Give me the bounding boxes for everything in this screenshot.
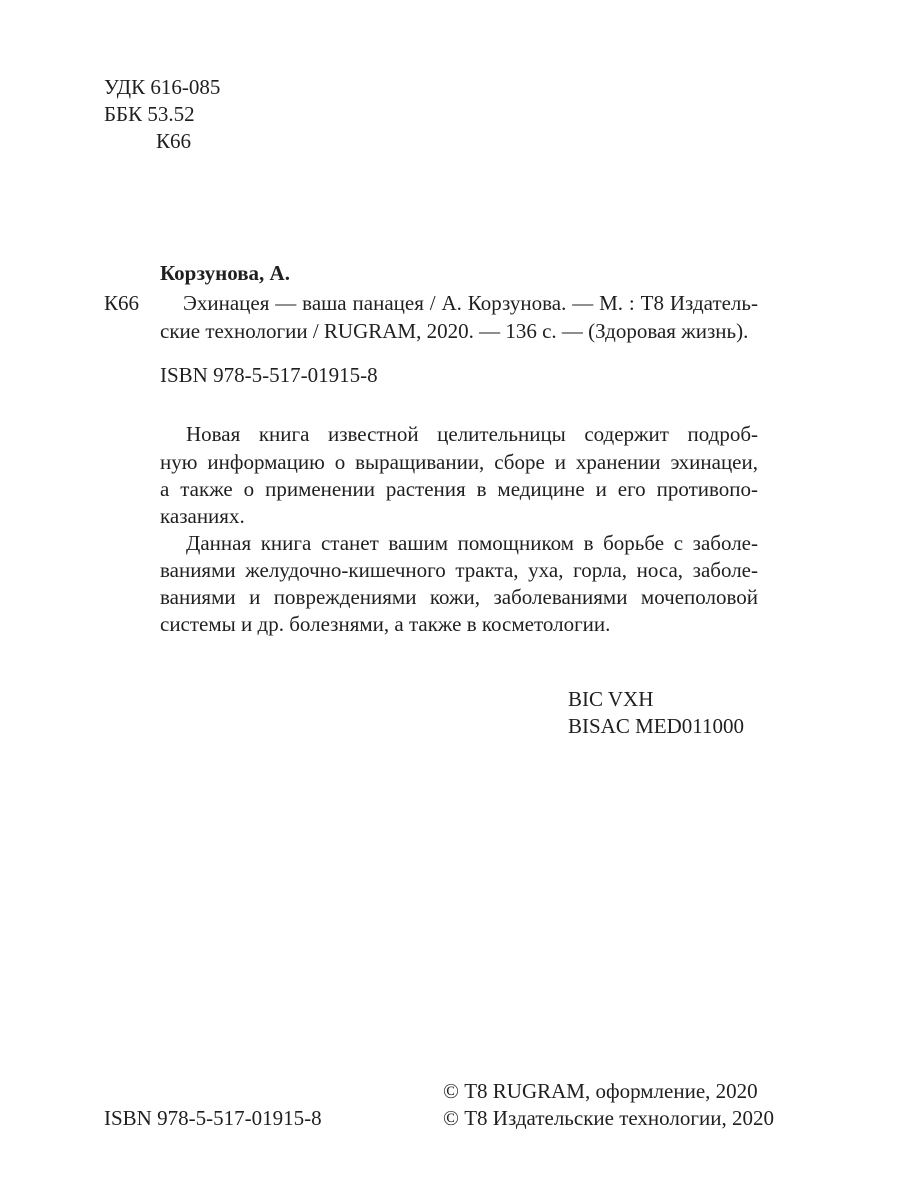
isbn-footer: ISBN 978-5-517-01915-8: [104, 1106, 322, 1130]
annotation-p1-line-4: казаниях.: [160, 504, 245, 528]
description-line-2: ские технологии / RUGRAM, 2020. — 136 с. — (Здоровая жизнь).: [160, 319, 749, 343]
annotation-p1-line-3: а также о применении растения в медицине и его противопо-: [160, 477, 758, 501]
annotation-p2-line-4: системы и др. болезнями, а также в косметологии.: [160, 612, 611, 636]
copyright-t8: © Т8 Издательские технологии, 2020: [443, 1106, 774, 1130]
description-line-1: Эхинацея — ваша панацея / А. Корзунова. — М. : Т8 Издатель-: [183, 291, 758, 315]
author-mark-card: К66: [104, 291, 140, 315]
bisac-code: BISAC MED011000: [568, 714, 744, 738]
author-mark-top: К66: [156, 129, 192, 153]
bic-code: BIC VXH: [568, 687, 654, 711]
isbn-card: ISBN 978-5-517-01915-8: [160, 363, 378, 387]
annotation-p2-line-1: Данная книга станет вашим помощником в борьбе с заболе-: [186, 531, 758, 555]
bbk-code: ББК 53.52: [104, 102, 195, 126]
copyright-rugram: © Т8 RUGRAM, оформление, 2020: [443, 1079, 758, 1103]
annotation-p1-line-1: Новая книга известной целительницы содержит подроб-: [186, 422, 758, 446]
annotation-p2-line-2: ваниями желудочно-кишечного тракта, уха, горла, носа, заболе-: [160, 558, 758, 582]
annotation-p2-line-3: ваниями и повреждениями кожи, заболеваниями мочеполовой: [160, 585, 758, 609]
author-name: Корзунова, А.: [160, 261, 290, 285]
annotation-p1-line-2: ную информацию о выращивании, сборе и хранении эхинацеи,: [160, 450, 758, 474]
udk-code: УДК 616-085: [104, 75, 221, 99]
